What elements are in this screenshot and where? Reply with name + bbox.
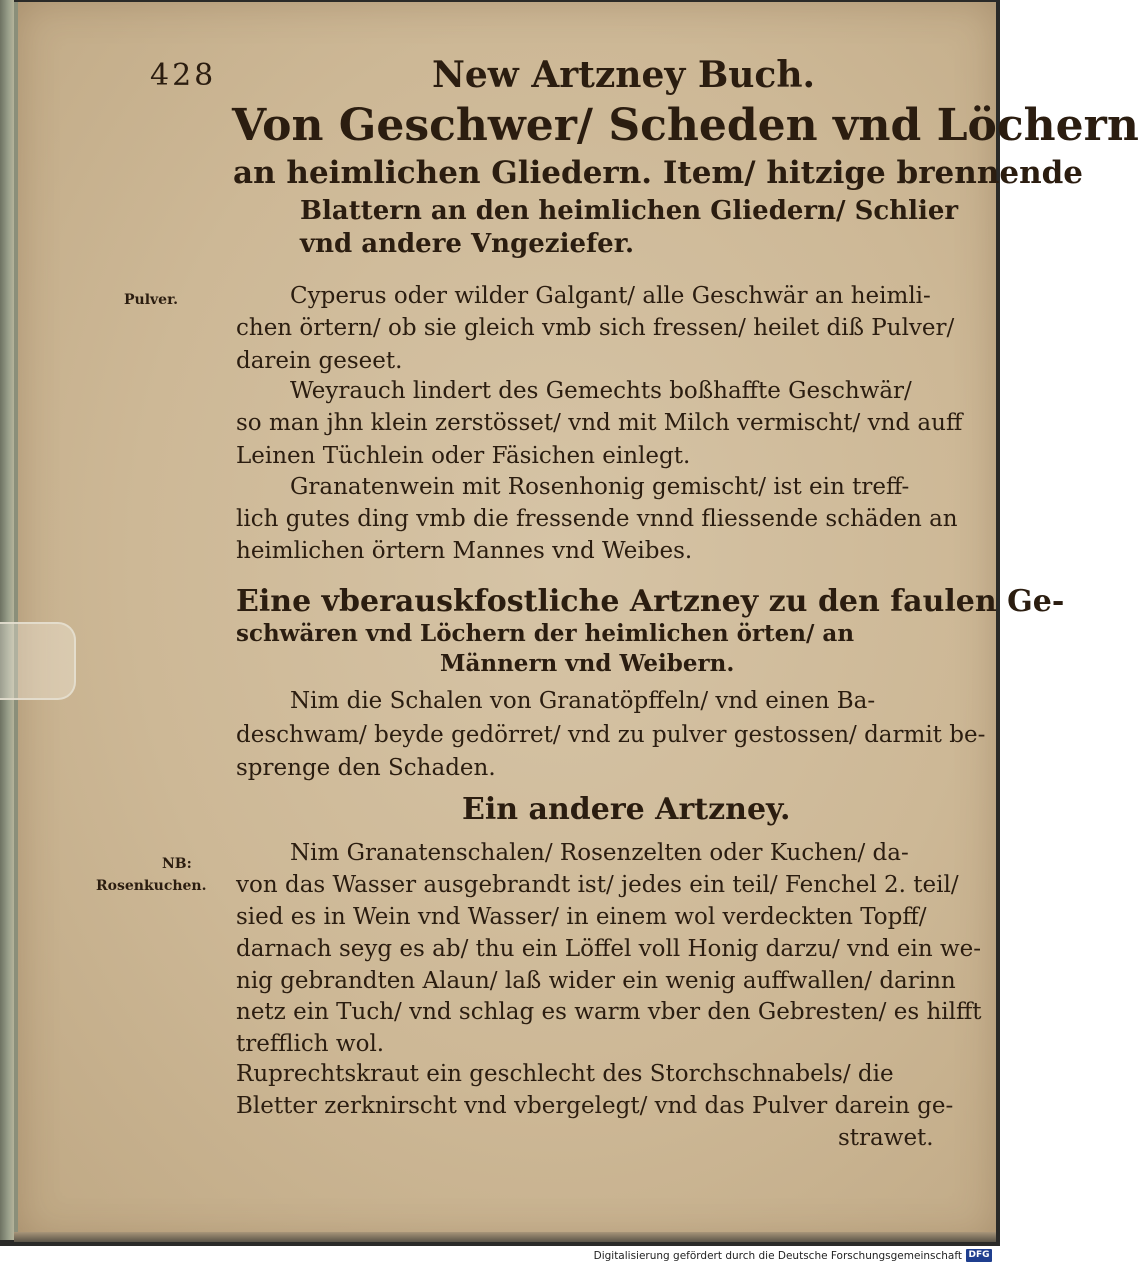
text-line: Ruprechtskraut ein geschlecht des Storchschnabels/ die: [236, 1061, 894, 1087]
text-line: sprenge den Schaden.: [236, 755, 496, 781]
text-line: Nim Granatenschalen/ Rosenzelten oder Kuchen/ da-: [290, 840, 909, 866]
text-line: von das Wasser ausgebrandt ist/ jedes ein teil/ Fenchel 2. teil/: [236, 872, 959, 898]
text-line: darein geseet.: [236, 348, 403, 374]
chapter-heading-line-3: Blattern an den heimlichen Gliedern/ Schlier: [300, 196, 959, 226]
chapter-heading-line-1: Von Geschwer/ Scheden vnd Löchern: [232, 100, 1139, 151]
dfg-logo: DFG: [966, 1249, 992, 1262]
text-line: chen örtern/ ob sie gleich vmb sich fressen/ heilet diß Pulver/: [236, 315, 955, 341]
text-line: trefflich wol.: [236, 1031, 385, 1057]
subheading-1-line-1: Eine vberauskfostliche Artzney zu den faulen Ge-: [236, 584, 1065, 619]
text-line: lich gutes ding vmb die fressende vnnd fliessende schäden an: [236, 506, 958, 532]
text-line: deschwam/ beyde gedörret/ vnd zu pulver gestossen/ darmit be-: [236, 722, 986, 748]
text-line: darnach seyg es ab/ thu ein Löffel voll Honig darzu/ vnd ein we-: [236, 936, 982, 962]
text-line: so man jhn klein zerstösset/ vnd mit Milch vermischt/ vnd auff: [236, 410, 963, 436]
text-line: nig gebrandten Alaun/ laß wider ein wenig auffwallen/ darinn: [236, 968, 956, 994]
footer-credit: Digitalisierung gefördert durch die Deutsche Forschungsgemeinschaft: [593, 1250, 962, 1262]
text-line: sied es in Wein vnd Wasser/ in einem wol verdeckten Topff/: [236, 904, 927, 930]
subheading-1-line-3: Männern vnd Weibern.: [440, 650, 735, 677]
text-line: Cyperus oder wilder Galgant/ alle Geschwär an heimli-: [290, 283, 931, 309]
text-line: strawet.: [838, 1125, 934, 1151]
running-head: New Artzney Buch.: [432, 54, 816, 96]
page-bottom-edge: [14, 1232, 996, 1242]
subheading-1-line-2: schwären vnd Löchern der heimlichen örten/ an: [236, 620, 855, 647]
text-line: Nim die Schalen von Granatöpffeln/ vnd einen Ba-: [290, 688, 876, 714]
chapter-heading-line-2: an heimlichen Gliedern. Item/ hitzige brennende: [233, 155, 1084, 191]
text-line: Granatenwein mit Rosenhonig gemischt/ ist ein treff-: [290, 474, 910, 500]
margin-note-pulver: Pulver.: [124, 292, 179, 308]
chapter-heading-line-4: vnd andere Vngeziefer.: [300, 229, 635, 259]
page-number: 428: [150, 58, 217, 93]
page-clip: [0, 622, 76, 700]
margin-note-nb: NB:: [162, 856, 192, 872]
text-line: Bletter zerknirscht vnd vbergelegt/ vnd das Pulver darein ge-: [236, 1093, 954, 1119]
text-line: Weyrauch lindert des Gemechts boßhaffte Geschwär/: [290, 378, 912, 404]
margin-note-rosenkuchen: Rosenkuchen.: [96, 878, 207, 894]
text-line: netz ein Tuch/ vnd schlag es warm vber den Gebresten/ es hilfft: [236, 999, 982, 1025]
text-line: Leinen Tüchlein oder Fäsichen einlegt.: [236, 443, 691, 469]
subheading-2: Ein andere Artzney.: [462, 792, 791, 827]
text-line: heimlichen örtern Mannes vnd Weibes.: [236, 538, 693, 564]
book-spine: [0, 0, 14, 1240]
